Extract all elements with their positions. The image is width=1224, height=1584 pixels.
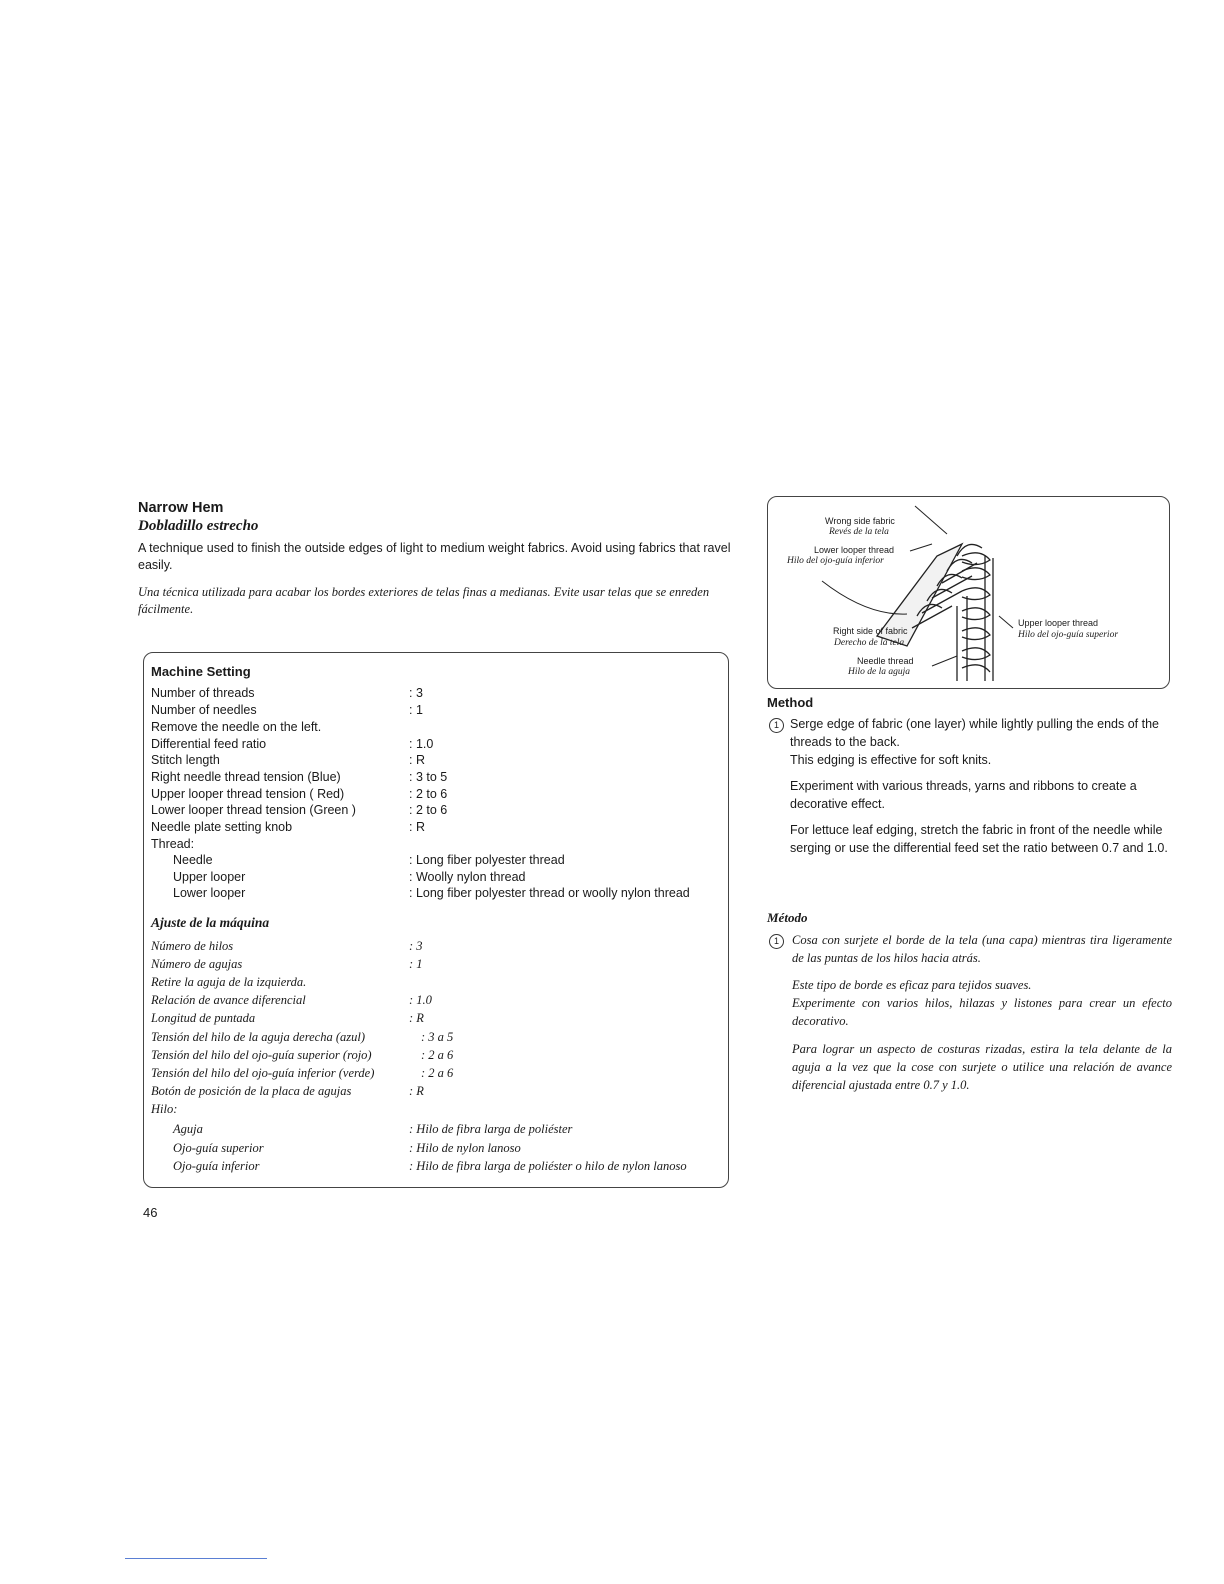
metodo-note: Para lograr un aspecto de costuras rizadas, estira la tela delante de la aguja a la vez que la cose con surjete o utilice una relación de avance diferencial ajustada entre 0.7 y 1.0. [792,1042,1172,1092]
setting-row: Stitch length : R [151,753,425,767]
ajuste-title: Ajuste de la máquina [151,915,270,930]
setting-row: Needle plate setting knob : R [151,820,425,834]
ajuste-row: Tensión del hilo del ojo-guía superior (rojo) : 2 a 6 [151,1048,454,1062]
right-side-label: Right side of fabric [833,626,908,636]
footer-divider [125,1558,267,1559]
setting-row: Right needle thread tension (Blue) : 3 to 5 [151,770,448,784]
method-note: Experiment with various threads, yarns and ribbons to create a decorative effect. [790,779,1137,811]
ajuste-row: Ojo-guía superior : Hilo de nylon lanoso [173,1141,521,1155]
step-number-icon: 1 [769,718,784,733]
setting-row: Upper looper thread tension ( Red) : 2 to 6 [151,787,448,801]
section-title: Narrow Hem [138,500,224,516]
metodo-step-paragraph: Cosa con surjete el borde de la tela (una capa) mientras tira ligeramente de las puntas de los hilos hacia atrás. [792,933,1172,965]
setting-row: Lower looper : Long fiber polyester thread or woolly nylon thread [173,886,690,900]
lower-looper-label: Lower looper thread [814,545,895,555]
upper-looper-label-spanish: Hilo del ojo-guía superior [1018,630,1119,640]
section-title-spanish: Dobladillo estrecho [138,518,259,534]
ajuste-row: Retire la aguja de la izquierda. [151,975,307,989]
ajuste-row: Longitud de puntada : R [151,1011,424,1025]
method-note: For lettuce leaf edging, stretch the fabric in front of the needle while serging or use the differential feed set the ratio between 0.7 and 1.0. [790,823,1168,855]
metodo-note: Experimente con varios hilos, hilazas y listones para crear un efecto decorativo. [792,996,1172,1028]
needle-thread-label-spanish: Hilo de la aguja [848,667,911,677]
setting-row: Thread: [151,837,195,851]
lower-looper-label-spanish: Hilo del ojo-guía inferior [787,556,884,566]
machine-setting-title: Machine Setting [151,664,251,679]
setting-row: Number of needles : 1 [151,703,423,717]
ajuste-row: Tensión del hilo del ojo-guía inferior (verde) : 2 a 6 [151,1066,454,1080]
metodo-note: Este tipo de borde es eficaz para tejidos suaves. [792,978,1032,992]
setting-row: Number of threads : 3 [151,686,423,700]
method-note: This edging is effective for soft knits. [790,753,992,767]
ajuste-row: Número de agujas : 1 [151,957,423,971]
metodo-title: Método [767,910,808,925]
step-number-icon: 1 [769,934,784,949]
method-title: Method [767,695,814,710]
ajuste-row: Tensión del hilo de la aguja derecha (azul) : 3 a 5 [151,1030,454,1044]
setting-row: Needle : Long fiber polyester thread [173,853,565,867]
ajuste-row: Relación de avance diferencial : 1.0 [151,993,432,1007]
intro-paragraph-spanish: Una técnica utilizada para acabar los bordes exteriores de telas finas a medianas. Evite usar telas que se enreden fácilmente. [138,585,710,616]
page-number: 46 [143,1205,158,1220]
ajuste-row: Botón de posición de la placa de agujas : R [151,1084,424,1098]
setting-row: Upper looper : Woolly nylon thread [173,870,526,884]
upper-looper-label: Upper looper thread [1018,618,1099,628]
wrong-side-label-spanish: Revés de la tela [829,527,889,537]
setting-row: Differential feed ratio : 1.0 [151,737,434,751]
intro-paragraph: A technique used to finish the outside edges of light to medium weight fabrics. Avoid using fabrics that ravel easily. [138,541,731,572]
ajuste-row: Ojo-guía inferior : Hilo de fibra larga de poliéster o hilo de nylon lanoso [173,1159,687,1173]
wrong-side-label: Wrong side fabric [825,516,895,526]
method-step-paragraph: Serge edge of fabric (one layer) while lightly pulling the ends of the threads to the back. [790,717,1159,749]
setting-row: Lower looper thread tension (Green ) : 2 to 6 [151,803,448,817]
needle-thread-label: Needle thread [857,656,914,666]
ajuste-row: Aguja : Hilo de fibra larga de poliéster [173,1122,573,1136]
right-side-label-spanish: Derecho de la tela [834,638,905,648]
ajuste-row: Hilo: [151,1102,178,1116]
ajuste-row: Número de hilos : 3 [151,939,423,953]
setting-row: Remove the needle on the left. [151,720,322,734]
